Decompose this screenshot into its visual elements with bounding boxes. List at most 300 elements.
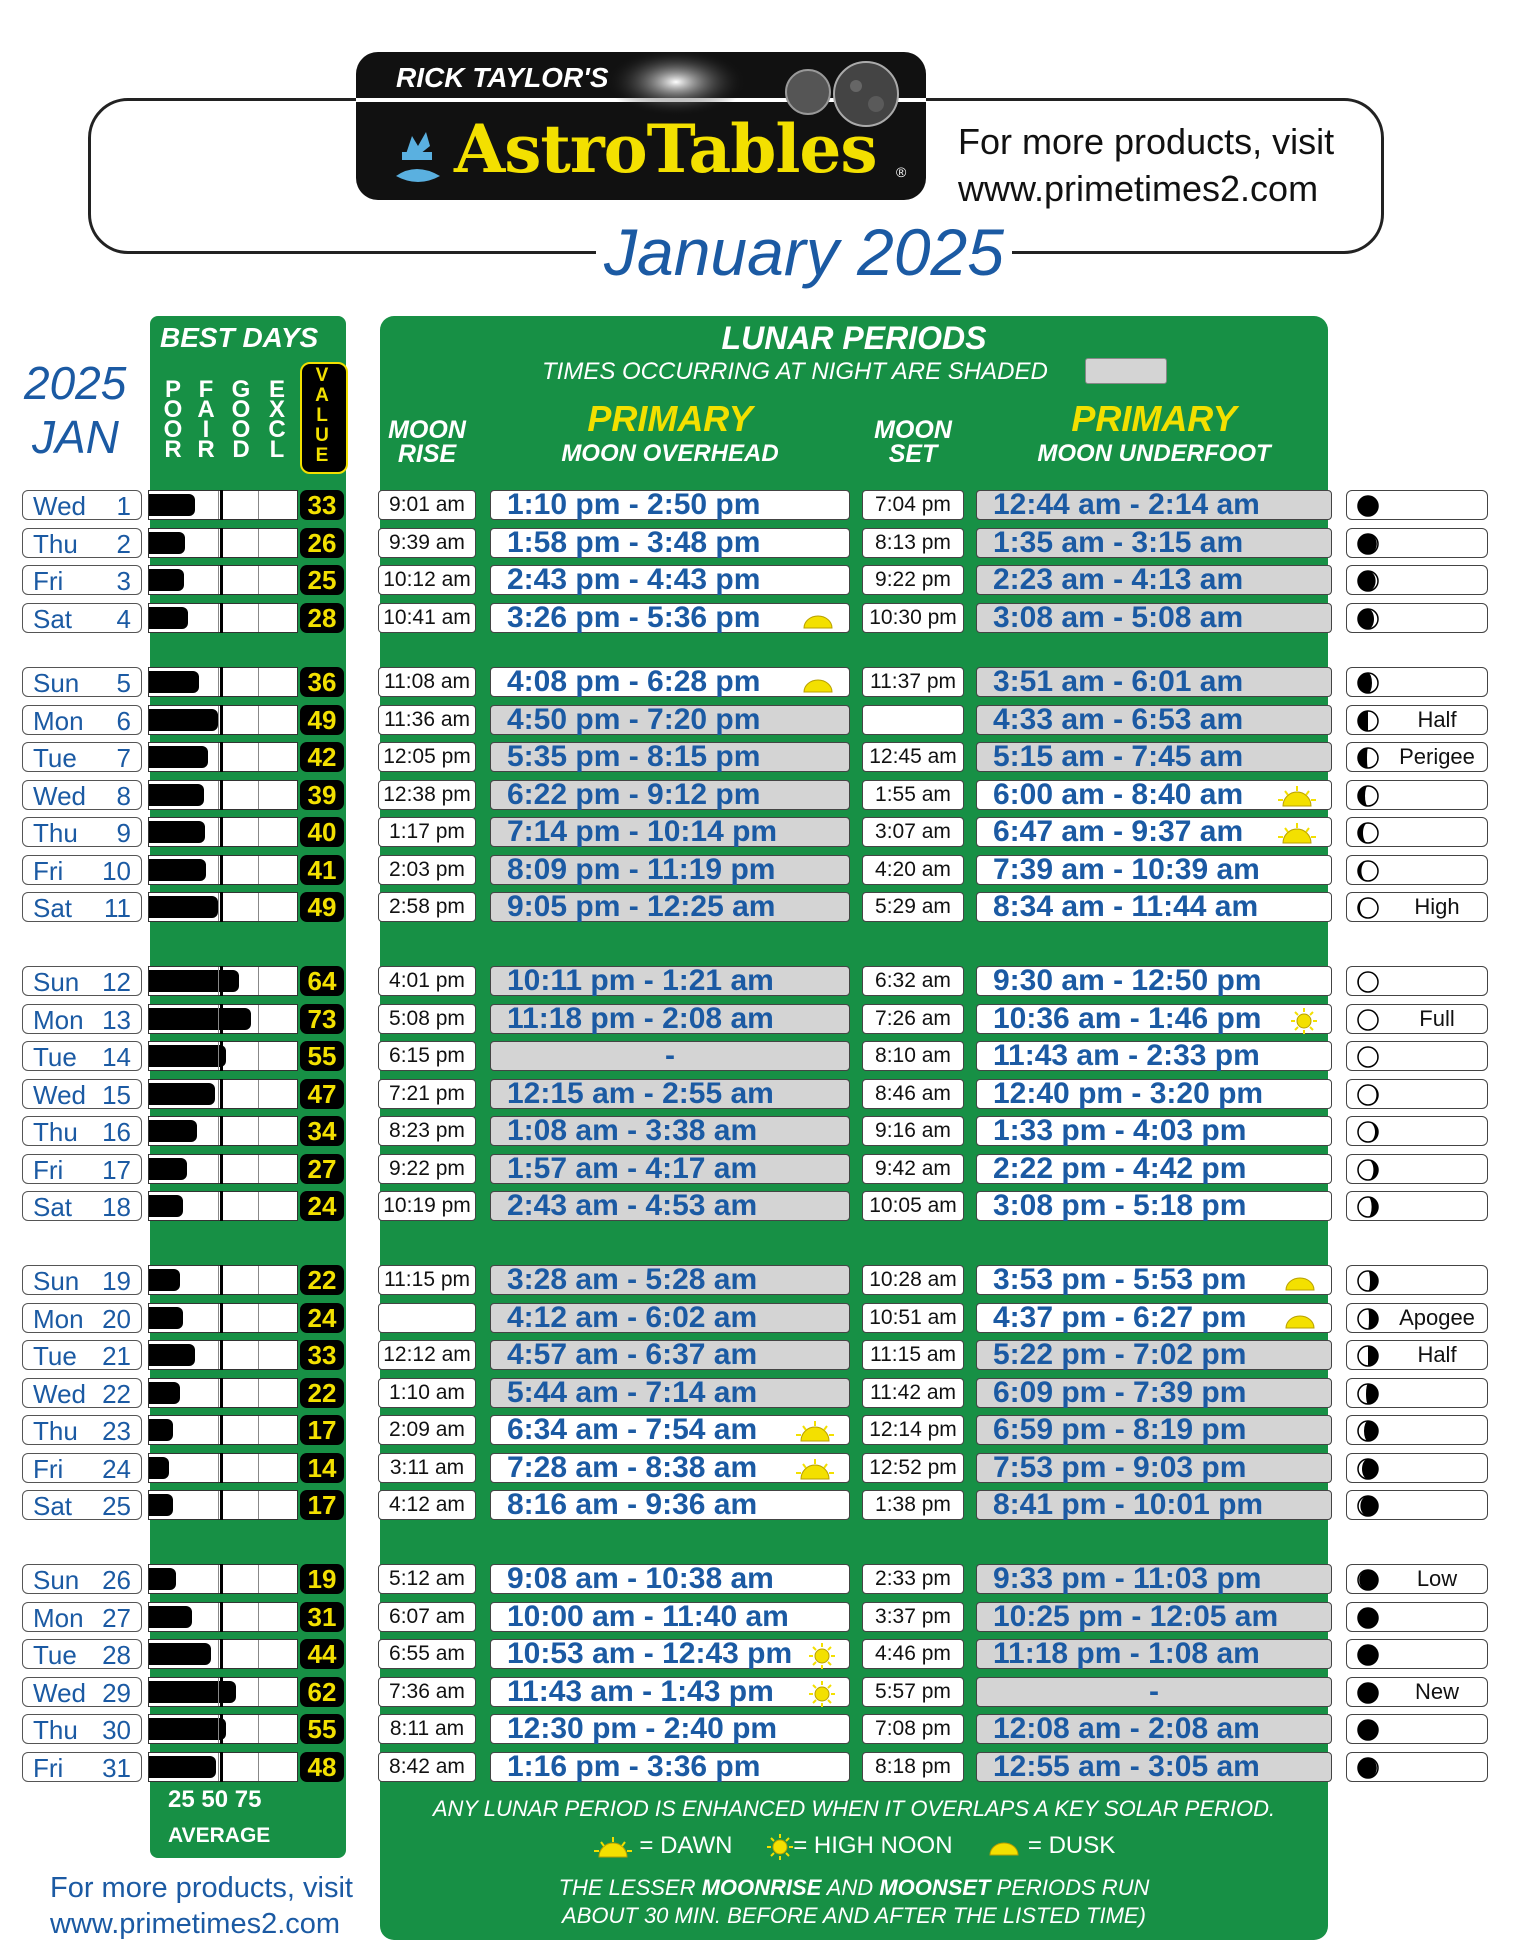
day-number: 1 bbox=[116, 491, 131, 521]
moon-phase-cell bbox=[1346, 1116, 1488, 1146]
day-of-week: Tue bbox=[33, 1042, 77, 1072]
overhead-text: - bbox=[665, 1039, 675, 1072]
rating-bar-track bbox=[148, 817, 298, 847]
noon-icon bbox=[1291, 1008, 1317, 1039]
header-promo bbox=[958, 118, 1334, 212]
moonrise-time: 7:36 am bbox=[378, 1677, 476, 1707]
rating-bar-track bbox=[148, 1378, 298, 1408]
moonset-header: MOON SET bbox=[874, 416, 952, 468]
day-value: 17 bbox=[300, 1415, 344, 1445]
moon-phase-cell bbox=[1346, 1490, 1488, 1520]
moonset-time: 12:45 am bbox=[862, 742, 964, 772]
underfoot-text: 10:36 am - 1:46 pm bbox=[993, 1002, 1262, 1035]
overhead-text: 8:16 am - 9:36 am bbox=[507, 1488, 758, 1521]
day-of-week: Sun bbox=[33, 1266, 80, 1296]
day-of-week: Tue bbox=[33, 1341, 77, 1371]
rating-bar-track bbox=[148, 490, 298, 520]
underfoot-text: 2:22 pm - 4:42 pm bbox=[993, 1152, 1247, 1185]
underfoot-text: 6:47 am - 9:37 am bbox=[993, 815, 1244, 848]
moon-overhead-period bbox=[490, 817, 850, 847]
rating-bar bbox=[149, 1494, 173, 1516]
lesser-note-line-1 bbox=[380, 1874, 1328, 1902]
moon-overhead-period bbox=[490, 1677, 850, 1707]
average-line bbox=[220, 1639, 223, 1669]
lunar-title: LUNAR PERIODS bbox=[721, 320, 987, 356]
rating-col-excl: E X C L bbox=[268, 376, 286, 463]
underfoot-text: 5:15 am - 7:45 am bbox=[993, 740, 1244, 773]
underfoot-text: 9:30 am - 12:50 pm bbox=[993, 964, 1262, 997]
noon-icon bbox=[767, 1834, 793, 1860]
moonrise-time: 2:03 pm bbox=[378, 855, 476, 885]
moon-overhead-period bbox=[490, 1564, 850, 1594]
rating-bar bbox=[149, 1568, 176, 1590]
moonset-time: 5:29 am bbox=[862, 892, 964, 922]
dusk-icon bbox=[1283, 1307, 1317, 1335]
day-value: 41 bbox=[300, 855, 344, 885]
average-line bbox=[220, 1079, 223, 1109]
day-label bbox=[22, 1677, 142, 1707]
moon-underfoot-period bbox=[976, 1004, 1332, 1034]
average-line bbox=[220, 1340, 223, 1370]
day-number: 30 bbox=[102, 1715, 131, 1745]
moon-underfoot-period bbox=[976, 1265, 1332, 1295]
day-of-week: Mon bbox=[33, 1603, 84, 1633]
moonrise-time: 10:12 am bbox=[378, 565, 476, 595]
moon-overhead-period bbox=[490, 1154, 850, 1184]
moonrise-time: 9:39 am bbox=[378, 528, 476, 558]
moon-overhead-period bbox=[490, 603, 850, 633]
overhead-text: 3:28 am - 5:28 am bbox=[507, 1263, 758, 1296]
day-number: 6 bbox=[116, 706, 131, 736]
note-text-c: AND bbox=[821, 1875, 880, 1900]
logo-author: RICK TAYLOR'S bbox=[396, 62, 609, 93]
underfoot-text: 8:34 am - 11:44 am bbox=[993, 890, 1259, 923]
overhead-text: 1:08 am - 3:38 am bbox=[507, 1114, 758, 1147]
underfoot-text: 7:39 am - 10:39 am bbox=[993, 853, 1260, 886]
day-of-week: Wed bbox=[33, 491, 86, 521]
moonrise-time: 1:17 pm bbox=[378, 817, 476, 847]
average-line bbox=[220, 1714, 223, 1744]
note-text-e: PERIODS RUN bbox=[990, 1875, 1150, 1900]
moonrise-time: 5:12 am bbox=[378, 1564, 476, 1594]
rating-bar bbox=[149, 1083, 215, 1105]
rating-bar bbox=[149, 1008, 251, 1030]
day-value: 17 bbox=[300, 1490, 344, 1520]
day-label bbox=[22, 966, 142, 996]
moon-underfoot-period bbox=[976, 1079, 1332, 1109]
day-of-week: Sat bbox=[33, 1491, 73, 1521]
moon-phase-icon bbox=[1357, 1196, 1377, 1216]
average-line bbox=[220, 1303, 223, 1333]
moon-underfoot-period bbox=[976, 667, 1332, 697]
day-of-week: Wed bbox=[33, 1379, 86, 1409]
day-value: 40 bbox=[300, 817, 344, 847]
moon-phase-icon bbox=[1357, 1159, 1377, 1179]
moon-phase-cell bbox=[1346, 1378, 1488, 1408]
day-label bbox=[22, 1639, 142, 1669]
day-number: 24 bbox=[102, 1454, 131, 1484]
moon-underfoot-period bbox=[976, 490, 1332, 520]
overhead-text: 2:43 pm - 4:43 pm bbox=[507, 563, 761, 596]
overhead-text: 5:35 pm - 8:15 pm bbox=[507, 740, 761, 773]
rating-bar bbox=[149, 532, 185, 554]
rating-bar bbox=[149, 1382, 180, 1404]
promo-line-2[interactable]: www.primetimes2.com bbox=[958, 168, 1319, 209]
day-value: 24 bbox=[300, 1191, 344, 1221]
underfoot-text: 1:35 am - 3:15 am bbox=[993, 526, 1244, 559]
moon-phase-cell bbox=[1346, 780, 1488, 810]
rating-bar-track bbox=[148, 603, 298, 633]
moon-underfoot-period bbox=[976, 1714, 1332, 1744]
legend-noon-label: = HIGH NOON bbox=[793, 1832, 953, 1859]
dawn-icon bbox=[593, 1835, 633, 1859]
moon-phase-icon bbox=[1357, 1345, 1377, 1365]
noon-icon bbox=[809, 1643, 835, 1674]
moon-phase-cell bbox=[1346, 855, 1488, 885]
moon-overhead-period bbox=[490, 1602, 850, 1632]
underfoot-text: 7:53 pm - 9:03 pm bbox=[993, 1451, 1247, 1484]
day-value: 26 bbox=[300, 528, 344, 558]
underfoot-text: 2:23 am - 4:13 am bbox=[993, 563, 1244, 596]
rating-bar-track bbox=[148, 1303, 298, 1333]
moonset-time: 3:37 pm bbox=[862, 1602, 964, 1632]
underfoot-text: 6:59 pm - 8:19 pm bbox=[993, 1413, 1247, 1446]
lunar-subtitle: TIMES OCCURRING AT NIGHT ARE SHADED bbox=[542, 358, 1048, 385]
average-line bbox=[220, 528, 223, 558]
rating-col-poor: P O O R bbox=[163, 376, 183, 463]
underfoot-text: 4:33 am - 6:53 am bbox=[993, 703, 1244, 736]
day-of-week: Thu bbox=[33, 818, 78, 848]
rating-bar bbox=[149, 1045, 226, 1067]
moon-overhead-period bbox=[490, 1714, 850, 1744]
rating-bar bbox=[149, 1195, 183, 1217]
rating-bar bbox=[149, 494, 195, 516]
moonrise-time: 6:55 am bbox=[378, 1639, 476, 1669]
moonrise-time: 9:22 pm bbox=[378, 1154, 476, 1184]
day-of-week: Tue bbox=[33, 743, 77, 773]
moon-phase-icon bbox=[1357, 1757, 1377, 1777]
moon-phase-note: High bbox=[1414, 894, 1460, 919]
moonset-time: 9:16 am bbox=[862, 1116, 964, 1146]
moonset-time: 1:38 pm bbox=[862, 1490, 964, 1520]
moon-phase-icon bbox=[1357, 1084, 1377, 1104]
rating-bar bbox=[149, 1344, 195, 1366]
rating-bar-track bbox=[148, 1752, 298, 1782]
average-line bbox=[220, 1191, 223, 1221]
moonset-time: 7:04 pm bbox=[862, 490, 964, 520]
average-line bbox=[220, 1378, 223, 1408]
moon-phase-icon bbox=[1357, 747, 1377, 767]
legend-dusk-label: = DUSK bbox=[1027, 1832, 1116, 1859]
moon-phase-icon bbox=[1357, 1495, 1377, 1515]
underfoot-text: 8:41 pm - 10:01 pm bbox=[993, 1488, 1264, 1521]
day-number: 20 bbox=[102, 1304, 131, 1334]
average-line bbox=[220, 1004, 223, 1034]
moon-underfoot-period bbox=[976, 817, 1332, 847]
promo-line-1: For more products, visit bbox=[958, 121, 1335, 162]
deer-icon bbox=[402, 132, 432, 160]
moon-overhead-period bbox=[490, 780, 850, 810]
moon-phase-icon bbox=[1357, 897, 1377, 917]
moon-phase-cell bbox=[1346, 966, 1488, 996]
rating-bar-track bbox=[148, 1415, 298, 1445]
average-line bbox=[220, 817, 223, 847]
rating-bar-track bbox=[148, 1154, 298, 1184]
day-value: 64 bbox=[300, 966, 344, 996]
moon-overhead-period bbox=[490, 1265, 850, 1295]
moon-overhead-period bbox=[490, 1303, 850, 1333]
moon-phase-icon bbox=[1357, 860, 1377, 880]
rating-bar bbox=[149, 607, 188, 629]
average-line bbox=[220, 966, 223, 996]
moon-phase-cell bbox=[1346, 1041, 1488, 1071]
day-label bbox=[22, 1340, 142, 1370]
day-of-week: Sun bbox=[33, 967, 80, 997]
day-of-week: Sat bbox=[33, 893, 73, 923]
average-line bbox=[220, 1265, 223, 1295]
moon-underfoot-period bbox=[976, 1303, 1332, 1333]
day-of-week: Fri bbox=[33, 1454, 64, 1484]
dusk-icon bbox=[987, 1837, 1021, 1857]
moonrise-time: 2:58 pm bbox=[378, 892, 476, 922]
moon-underfoot-period bbox=[976, 742, 1332, 772]
day-label bbox=[22, 667, 142, 697]
footer-promo-line-2[interactable]: www.primetimes2.com bbox=[50, 1908, 341, 1940]
overhead-text: 12:15 am - 2:55 am bbox=[507, 1077, 774, 1110]
moon-phase-icon bbox=[1357, 1121, 1377, 1141]
moon-phase-icon bbox=[1357, 1420, 1377, 1440]
moon-underfoot-period bbox=[976, 528, 1332, 558]
day-number: 26 bbox=[102, 1565, 131, 1595]
moon-overhead-period bbox=[490, 1453, 850, 1483]
moon-phase-cell bbox=[1346, 565, 1488, 595]
day-of-week: Mon bbox=[33, 1005, 84, 1035]
day-value: 14 bbox=[300, 1453, 344, 1483]
day-label bbox=[22, 603, 142, 633]
legend-dawn-label: = DAWN bbox=[639, 1832, 733, 1859]
day-number: 18 bbox=[102, 1192, 131, 1222]
day-label bbox=[22, 528, 142, 558]
underfoot-text: 11:43 am - 2:33 pm bbox=[993, 1039, 1260, 1072]
day-label bbox=[22, 1191, 142, 1221]
moonrise-time: 5:08 pm bbox=[378, 1004, 476, 1034]
rating-bar-track bbox=[148, 565, 298, 595]
moon-phase-icon bbox=[1357, 608, 1377, 628]
rating-bar-track bbox=[148, 780, 298, 810]
underfoot-text: 3:51 am - 6:01 am bbox=[993, 665, 1244, 698]
rating-col-good: G O O D bbox=[231, 376, 251, 463]
day-value: 31 bbox=[300, 1602, 344, 1632]
day-number: 9 bbox=[116, 818, 131, 848]
moonrise-time: 11:36 am bbox=[378, 705, 476, 735]
rating-bar-track bbox=[148, 892, 298, 922]
moonset-time bbox=[862, 705, 964, 735]
moon-phase-cell bbox=[1346, 528, 1488, 558]
dawn-icon bbox=[795, 1419, 835, 1448]
moon-underfoot-period bbox=[976, 1116, 1332, 1146]
day-value: 55 bbox=[300, 1714, 344, 1744]
moon-phase-icon bbox=[1357, 1569, 1377, 1589]
moon-phase-cell bbox=[1346, 1415, 1488, 1445]
moon-phase-cell bbox=[1346, 1639, 1488, 1669]
moon-phase-cell bbox=[1346, 1714, 1488, 1744]
footer-promo-line-1: For more products, visit bbox=[50, 1872, 353, 1904]
moonrise-time: 2:09 am bbox=[378, 1415, 476, 1445]
overhead-text: 6:22 pm - 9:12 pm bbox=[507, 778, 761, 811]
day-value: 48 bbox=[300, 1752, 344, 1782]
day-number: 25 bbox=[102, 1491, 131, 1521]
dusk-icon bbox=[801, 671, 835, 699]
moon-phase-cell bbox=[1346, 1602, 1488, 1632]
average-line bbox=[220, 855, 223, 885]
legend-dusk bbox=[987, 1832, 1115, 1860]
lesser-periods-note bbox=[380, 1874, 1328, 1930]
moon-phase-icon bbox=[1357, 785, 1377, 805]
moon-underfoot-header: MOON UNDERFOOT bbox=[1037, 440, 1271, 467]
moonset-time: 8:10 am bbox=[862, 1041, 964, 1071]
underfoot-text: 12:08 am - 2:08 am bbox=[993, 1712, 1260, 1745]
average-label: AVERAGE bbox=[168, 1824, 271, 1847]
rating-bar-track bbox=[148, 1602, 298, 1632]
primary-overhead-header: PRIMARY bbox=[587, 398, 753, 439]
underfoot-text: 6:09 pm - 7:39 pm bbox=[993, 1376, 1247, 1409]
day-of-week: Wed bbox=[33, 781, 86, 811]
underfoot-text: 3:08 pm - 5:18 pm bbox=[993, 1189, 1247, 1222]
day-number: 31 bbox=[102, 1753, 131, 1783]
page-title: January 2025 bbox=[596, 214, 1012, 290]
average-line bbox=[220, 892, 223, 922]
moon-phase-icon bbox=[1357, 710, 1377, 730]
moonset-time: 8:18 pm bbox=[862, 1752, 964, 1782]
underfoot-text: 12:44 am - 2:14 am bbox=[993, 488, 1260, 521]
day-label bbox=[22, 1378, 142, 1408]
underfoot-text: 4:37 pm - 6:27 pm bbox=[993, 1301, 1247, 1334]
day-value: 24 bbox=[300, 1303, 344, 1333]
moon-underfoot-period bbox=[976, 1453, 1332, 1483]
moon-overhead-period bbox=[490, 1340, 850, 1370]
day-of-week: Mon bbox=[33, 1304, 84, 1334]
day-label bbox=[22, 1752, 142, 1782]
moon-overhead-period bbox=[490, 528, 850, 558]
day-value: 22 bbox=[300, 1265, 344, 1295]
moonrise-time: 8:42 am bbox=[378, 1752, 476, 1782]
moon-phase-note: Full bbox=[1419, 1006, 1455, 1031]
moon-phase-cell bbox=[1346, 490, 1488, 520]
rating-bar bbox=[149, 896, 218, 918]
average-line bbox=[220, 1752, 223, 1782]
moonset-time: 2:33 pm bbox=[862, 1564, 964, 1594]
average-line bbox=[220, 1415, 223, 1445]
rating-bar bbox=[149, 1307, 183, 1329]
legend-dawn bbox=[593, 1832, 733, 1860]
moon-overhead-period bbox=[490, 667, 850, 697]
dusk-icon bbox=[1283, 1269, 1317, 1297]
day-label bbox=[22, 780, 142, 810]
moonrise-time bbox=[378, 1303, 476, 1333]
average-line bbox=[220, 1602, 223, 1632]
day-value: 19 bbox=[300, 1564, 344, 1594]
registered-mark: ® bbox=[896, 164, 907, 180]
rating-bar bbox=[149, 569, 184, 591]
moon-underfoot-period bbox=[976, 1415, 1332, 1445]
overhead-text: 1:58 pm - 3:48 pm bbox=[507, 526, 761, 559]
moon-underfoot-period bbox=[976, 1564, 1332, 1594]
moon-phase-icon bbox=[1357, 822, 1377, 842]
moon-phase-icon bbox=[1357, 1383, 1377, 1403]
day-value: 49 bbox=[300, 705, 344, 735]
overhead-text: 4:08 pm - 6:28 pm bbox=[507, 665, 761, 698]
moonrise-time: 10:19 pm bbox=[378, 1191, 476, 1221]
moon-phase-cell bbox=[1346, 1564, 1488, 1594]
day-number: 8 bbox=[116, 781, 131, 811]
rating-bar bbox=[149, 1718, 226, 1740]
moonset-time: 12:52 pm bbox=[862, 1453, 964, 1483]
average-line bbox=[220, 490, 223, 520]
moon-underfoot-period bbox=[976, 966, 1332, 996]
moon-underfoot-period bbox=[976, 1340, 1332, 1370]
average-line bbox=[220, 1453, 223, 1483]
day-label bbox=[22, 705, 142, 735]
lesser-note-line-2: ABOUT 30 MIN. BEFORE AND AFTER THE LISTED TIME) bbox=[562, 1903, 1146, 1928]
rating-bar bbox=[149, 1643, 211, 1665]
moon-overhead-period bbox=[490, 1004, 850, 1034]
moon-underfoot-period bbox=[976, 1490, 1332, 1520]
overhead-text: 4:50 pm - 7:20 pm bbox=[507, 703, 761, 736]
moon-phase-cell bbox=[1346, 1191, 1488, 1221]
note-text-b: MOONRISE bbox=[701, 1875, 822, 1900]
moonrise-time: 8:23 pm bbox=[378, 1116, 476, 1146]
rating-bar bbox=[149, 671, 199, 693]
overhead-text: 4:57 am - 6:37 am bbox=[507, 1338, 758, 1371]
moon-underfoot-period bbox=[976, 1378, 1332, 1408]
note-text-d: MOONSET bbox=[879, 1875, 991, 1900]
moonrise-time: 12:05 pm bbox=[378, 742, 476, 772]
moonset-time: 11:37 pm bbox=[862, 667, 964, 697]
rating-bar-track bbox=[148, 855, 298, 885]
logo-brand: AstroTables bbox=[454, 110, 877, 188]
moonrise-time: 7:21 pm bbox=[378, 1079, 476, 1109]
moonset-time: 10:05 am bbox=[862, 1191, 964, 1221]
rating-bar-track bbox=[148, 1714, 298, 1744]
rating-bar-track bbox=[148, 1004, 298, 1034]
day-number: 5 bbox=[116, 668, 131, 698]
day-label bbox=[22, 1415, 142, 1445]
overhead-text: 9:05 pm - 12:25 am bbox=[507, 890, 776, 923]
day-number: 21 bbox=[102, 1341, 131, 1371]
moon-phase-note: Apogee bbox=[1399, 1305, 1475, 1330]
moonrise-header: MOON RISE bbox=[388, 416, 466, 468]
day-label bbox=[22, 817, 142, 847]
average-line bbox=[220, 742, 223, 772]
moon-phase-note: Half bbox=[1417, 1342, 1457, 1367]
day-label bbox=[22, 855, 142, 885]
rating-bar bbox=[149, 1158, 187, 1180]
moon-phase-icon bbox=[1357, 1607, 1377, 1627]
moon-phase-cell bbox=[1346, 1154, 1488, 1184]
day-label bbox=[22, 1490, 142, 1520]
rating-bar bbox=[149, 784, 204, 806]
average-line bbox=[220, 667, 223, 697]
day-value: 36 bbox=[300, 667, 344, 697]
moon-overhead-period bbox=[490, 1191, 850, 1221]
moonrise-time: 1:10 am bbox=[378, 1378, 476, 1408]
moon-overhead-period bbox=[490, 742, 850, 772]
day-label bbox=[22, 1602, 142, 1632]
rating-bar-track bbox=[148, 1639, 298, 1669]
moon-phase-cell bbox=[1346, 1004, 1488, 1034]
rating-bar bbox=[149, 1606, 192, 1628]
rating-bar bbox=[149, 970, 239, 992]
